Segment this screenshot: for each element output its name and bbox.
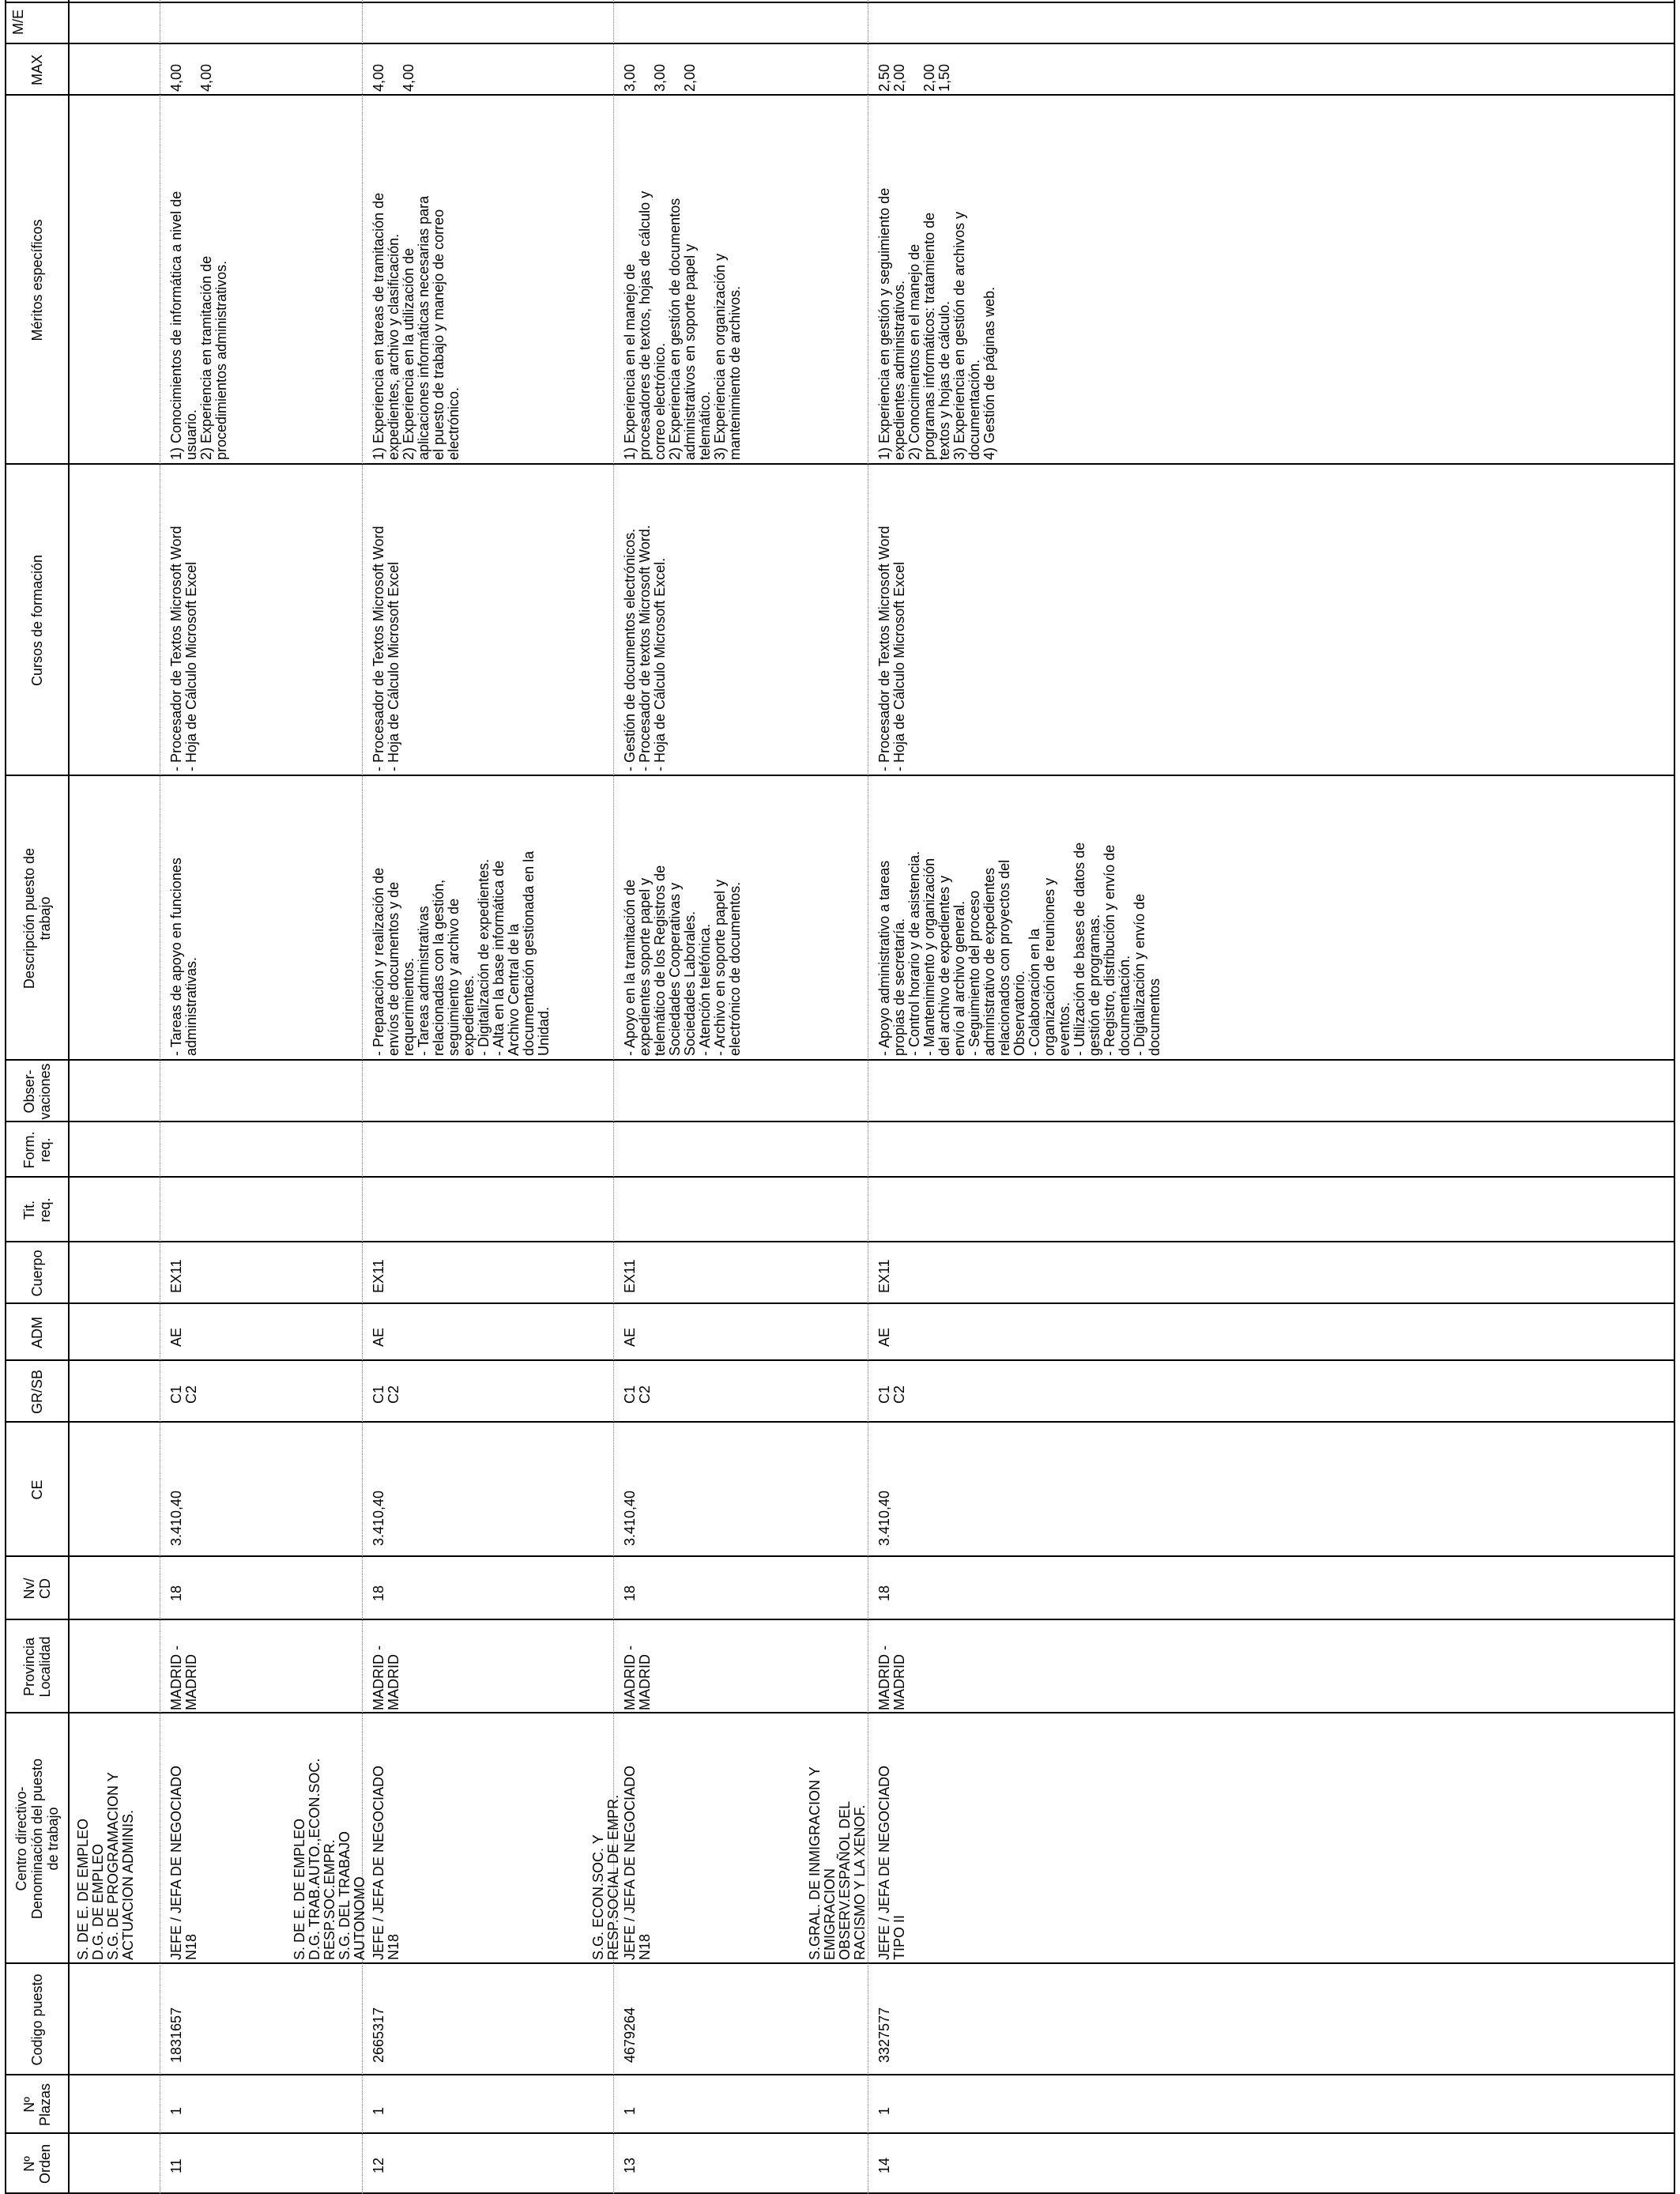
header-meritos: Méritos específicos	[29, 219, 45, 341]
col-divider	[5, 1619, 1674, 1620]
header-nivel: Nv/ CD	[21, 1578, 53, 1600]
header-form: Form. req.	[21, 1131, 53, 1169]
col-divider	[5, 1555, 1674, 1557]
col-divider	[5, 1712, 1674, 1713]
col-divider	[5, 1962, 1674, 1964]
row-12-plazas: 1	[371, 2106, 386, 2115]
row-12-nivel: 18	[371, 1585, 386, 1601]
table-right-border	[5, 2, 1674, 3]
col-divider	[5, 1121, 1674, 1122]
row-12-cuerpo: EX11	[371, 1259, 386, 1293]
row-14-orden: 14	[876, 2157, 892, 2173]
row-14-grsb: C1 C2	[876, 1385, 907, 1404]
header-cursos: Cursos de formación	[29, 554, 45, 687]
row-14-denominacion: JEFE / JEFA DE NEGOCIADO TIPO II	[876, 1765, 907, 1960]
row-13-denominacion: JEFE / JEFA DE NEGOCIADO N18	[622, 1765, 653, 1960]
col-divider	[5, 463, 1674, 465]
row-14-codigo: 3327577	[876, 2007, 892, 2063]
header-tit: Tit. req.	[21, 1197, 53, 1223]
row-14-cursos: - Procesador de Textos Microsoft Word - Hoja de Cálculo Microsoft Excel	[876, 526, 907, 771]
row-14-provincia: MADRID - MADRID	[876, 1646, 907, 1710]
col-divider	[5, 775, 1674, 776]
header-ce: CE	[29, 1480, 45, 1500]
row-13-provincia: MADRID - MADRID	[622, 1646, 653, 1710]
row-12-provincia: MADRID - MADRID	[371, 1646, 401, 1710]
header-centro: Centro directivo- Denominación del puesto de trabajo	[13, 1758, 61, 1920]
row-12-cursos: - Procesador de Textos Microsoft Word - Hoja de Cálculo Microsoft Excel	[371, 526, 401, 771]
row-13-descripcion: - Apoyo en la tramitación de expedientes soporte papel y telemático de los Registros de Sociedades Cooperativas y Sociedades Laborales. - Atención telefónica. - Archivo en soporte papel y electrónico de documentos.	[622, 865, 743, 1056]
row-13-max: 3,00 3,00 2,00	[622, 63, 698, 92]
row-11-denominacion: JEFE / JEFA DE NEGOCIADO N18	[168, 1765, 199, 1960]
row-11-orden: 11	[168, 2158, 184, 2173]
col-divider	[5, 1421, 1674, 1423]
col-divider	[5, 43, 1674, 44]
row-11-adm: AE	[168, 1327, 184, 1347]
row-13-cursos: - Gestión de documentos electrónicos. - Procesador de textos Microsoft Word. - Hoja de Cálculo Microsoft Excel.	[622, 525, 668, 771]
row-12-denominacion: JEFE / JEFA DE NEGOCIADO N18	[371, 1765, 401, 1960]
header-cuerpo: Cuerpo	[29, 1250, 45, 1297]
row-13-adm: AE	[622, 1327, 638, 1347]
row-13-cuerpo: EX11	[622, 1259, 638, 1293]
row-12-max: 4,00 4,00	[371, 63, 416, 92]
header-grsb: GR/SB	[29, 1370, 45, 1415]
row-12-descripcion: - Preparación y realización de envíos de documentos y de requerimientos. - Tareas administrativas relacionadas con la gestión, seguimiento y archivo de expedientes. - Digitalización de expedientes. - Alta en la base informática de Archivo Central de la documentación gestionada en la Unidad.	[371, 850, 552, 1056]
header-plazas: Nº Plazas	[21, 2083, 53, 2127]
col-divider	[5, 1359, 1674, 1361]
col-divider	[5, 1176, 1674, 1178]
row-13-codigo: 4679264	[622, 2007, 638, 2063]
row-14-unit-path: S.GRAL. DE INMIGRACION Y EMIGRACION OBSERV.ESPAÑOL DEL RACISMO Y LA XENOF.	[807, 1766, 868, 1960]
header-orden: Nº Orden	[21, 2143, 53, 2185]
row-11-grsb: C1 C2	[168, 1385, 199, 1404]
row-13-nivel: 18	[622, 1585, 638, 1601]
header-row-border	[68, 0, 70, 2194]
row-13-meritos: 1) Experiencia en el manejo de procesadores de textos, hojas de cálculo y correo electrónico. 2) Experiencia en gestión de documentos administrativos en soporte papel y telemático. 3) Experiencia en organización y mantenimiento de archivos.	[622, 190, 743, 460]
row-12-unit-path: S. DE E. DE EMPLEO D.G. TRAB.AUTO.,ECON.SOC. RESP.SOC.EMPR. S.G. DEL TRABAJO AUTONOMO	[292, 1758, 367, 1960]
row-13-plazas: 1	[622, 2106, 638, 2115]
col-divider	[5, 1241, 1674, 1242]
row-11-cuerpo: EX11	[168, 1259, 184, 1293]
header-codigo: Codigo puesto	[29, 1973, 45, 2066]
row-11-cursos: - Procesador de Textos Microsoft Word - Hoja de Cálculo Microsoft Excel	[168, 526, 199, 771]
row-12-meritos: 1) Experiencia en tareas de tramitación de expedientes, archivo y clasificación. 2) Experiencia en la utilización de aplicaciones informáticas necesarias para el puesto de trabajo y manejo de correo electrónico.	[371, 192, 461, 460]
header-provincia: Provincia Localidad	[21, 1636, 53, 1698]
row-14-meritos: 1) Experiencia en gestión y seguimiento de expedientes administrativos. 2) Conocimientos en el manejo de programas informáticos: tratamiento de textos y hojas de cálculo. 3) Experiencia en gestión de archivos y documentación. 4) Gestión de páginas web.	[876, 187, 997, 460]
col-divider	[5, 1302, 1674, 1304]
row-12-grsb: C1 C2	[371, 1385, 401, 1404]
row-12-codigo: 2665317	[371, 2007, 386, 2063]
row-12-ce: 3.410,40	[371, 1490, 386, 1546]
col-divider	[5, 94, 1674, 96]
row-13-ce: 3.410,40	[622, 1490, 638, 1546]
row-14-descripcion: - Apoyo administrativo a tareas propias de secretaría. - Control horario y de asistencia. - Mantenimiento y organización del archivo de expedientes y envío al archivo general. - Seguimiento del proceso administrativo de expedientes relacionados con proyectos del Observatorio. - Colaboración en la organización de reuniones y eventos. - Utilización de bases de datos de gestión de programas. - Registro, distribución y envío de documentación. - Digitalización y envío de documentos	[876, 842, 1162, 1056]
row-11-ce: 3.410,40	[168, 1490, 184, 1546]
row-11-meritos: 1) Conocimientos de informática a nivel de usuario. 2) Experiencia en tramitación de procedimientos administrativos.	[168, 190, 229, 460]
row-12-orden: 12	[371, 2157, 386, 2173]
row-11-codigo: 1831657	[168, 2007, 184, 2063]
row-11-plazas: 1	[168, 2106, 184, 2115]
row-13-orden: 13	[622, 2157, 638, 2173]
col-divider	[5, 1059, 1674, 1061]
row-14-nivel: 18	[876, 1585, 892, 1601]
table-bottom-border	[1674, 0, 1675, 2194]
row-12-adm: AE	[371, 1327, 386, 1347]
row-11-provincia: MADRID - MADRID	[168, 1646, 199, 1710]
row-11-unit-path: S. DE E. DE EMPLEO D.G. DE EMPLEO S.G. DE PROGRAMACION Y ACTUACION ADMINIS.	[75, 1772, 136, 1960]
row-14-ce: 3.410,40	[876, 1490, 892, 1546]
col-divider	[5, 2074, 1674, 2075]
row-14-adm: AE	[876, 1327, 892, 1347]
header-adm: ADM	[29, 1317, 45, 1348]
row-13-unit-path: S.G. ECON.SOC. Y RESP.SOCIAL DE EMPR.	[590, 1794, 621, 1960]
row-14-cuerpo: EX11	[876, 1259, 892, 1293]
col-divider	[5, 2132, 1674, 2134]
row-13-grsb: C1 C2	[622, 1385, 653, 1404]
header-me: M/E	[10, 9, 26, 36]
header-max: MAX	[29, 55, 45, 86]
row-11-max: 4,00 4,00	[168, 63, 214, 92]
row-11-nivel: 18	[168, 1585, 184, 1601]
header-observaciones: Obser- vaciones	[21, 1063, 53, 1120]
header-descripcion: Descripción puesto de trabajo	[21, 847, 53, 990]
row-11-descripcion: - Tareas de apoyo en funciones administrativas.	[168, 858, 199, 1056]
row-14-max: 2,50 2,00 2,00 1,50	[876, 63, 952, 92]
row-14-plazas: 1	[876, 2106, 892, 2115]
